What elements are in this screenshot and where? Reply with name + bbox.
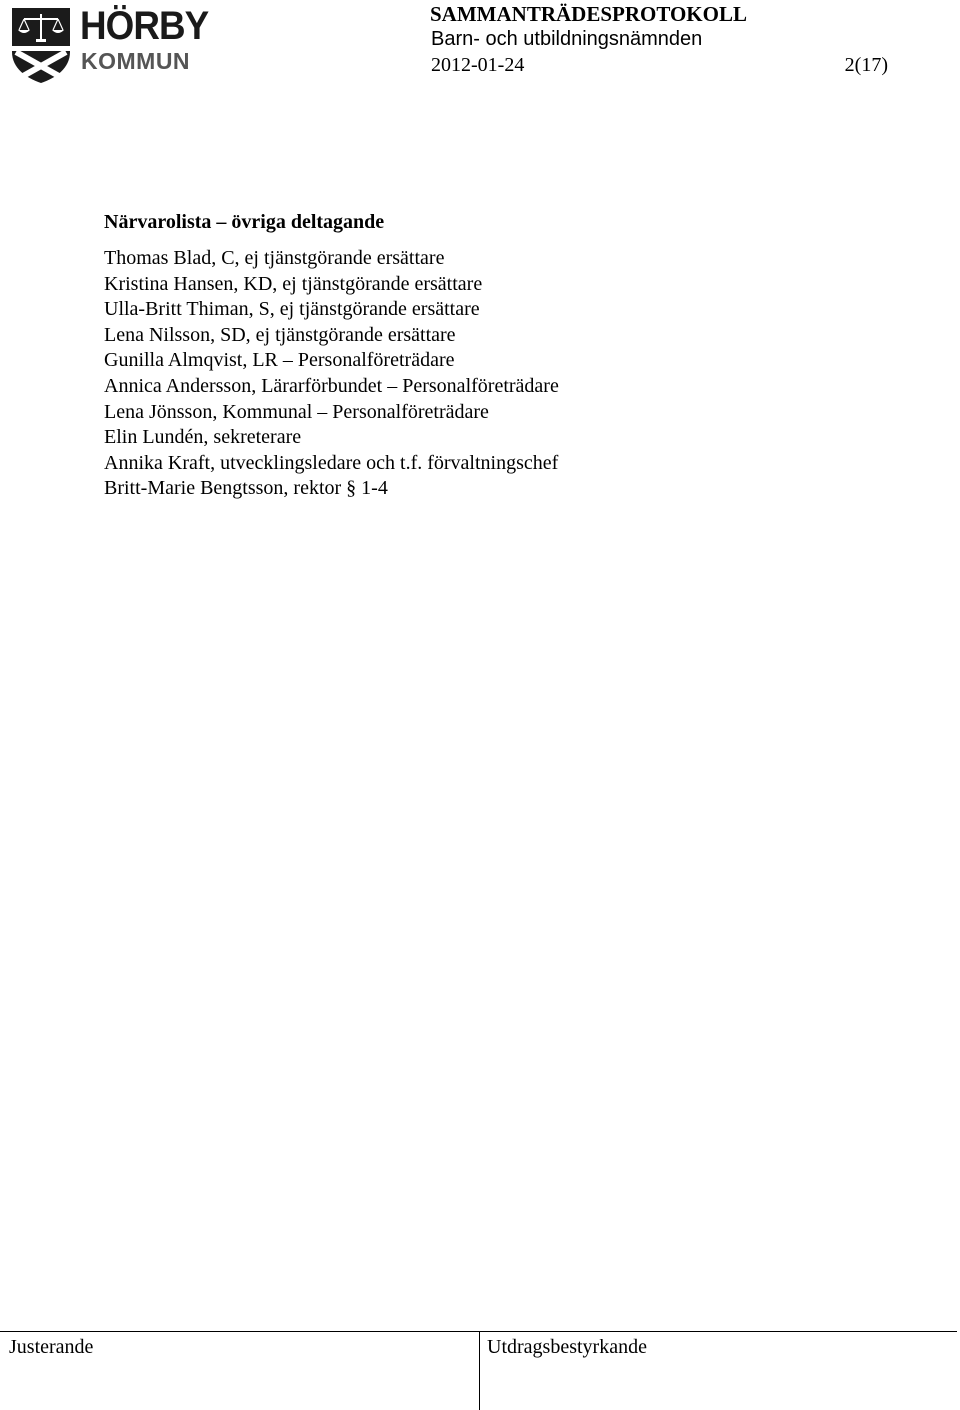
certifier-label: Utdragsbestyrkande (487, 1336, 647, 1358)
list-item: Kristina Hansen, KD, ej tjänstgörande ersättare (104, 272, 483, 295)
list-item: Ulla-Britt Thiman, S, ej tjänstgörande ersättare (104, 298, 480, 321)
logo-subname: KOMMUN (81, 48, 191, 74)
municipality-logo (10, 4, 209, 86)
list-item: Elin Lundén, sekreterare (104, 426, 302, 449)
page-number: 2(17) (844, 54, 888, 76)
list-item: Lena Nilsson, SD, ej tjänstgörande ersättare (104, 323, 456, 346)
list-item: Lena Jönsson, Kommunal – Personalföreträdare (104, 400, 489, 423)
list-item: Annica Andersson, Lärarförbundet – Personalföreträdare (104, 374, 559, 397)
adjuster-label: Justerande (9, 1336, 94, 1358)
committee-name: Barn- och utbildningsnämnden (431, 28, 703, 50)
list-item: Thomas Blad, C, ej tjänstgörande ersättare (104, 247, 445, 269)
list-item: Gunilla Almqvist, LR – Personalföreträdare (104, 349, 455, 372)
logo-name: HÖRBY (80, 4, 209, 48)
attendee-list (104, 246, 559, 502)
list-item: Britt-Marie Bengtsson, rektor § 1-4 (104, 477, 388, 500)
list-item: Annika Kraft, utvecklingsledare och t.f. förvaltningschef (104, 451, 559, 474)
document-title: SAMMANTRÄDESPROTOKOLL (430, 2, 747, 26)
coat-of-arms-icon (10, 6, 72, 84)
section-heading: Närvarolista – övriga deltagande (104, 211, 385, 233)
footer-divider (479, 1331, 480, 1410)
meeting-date: 2012-01-24 (431, 54, 525, 76)
